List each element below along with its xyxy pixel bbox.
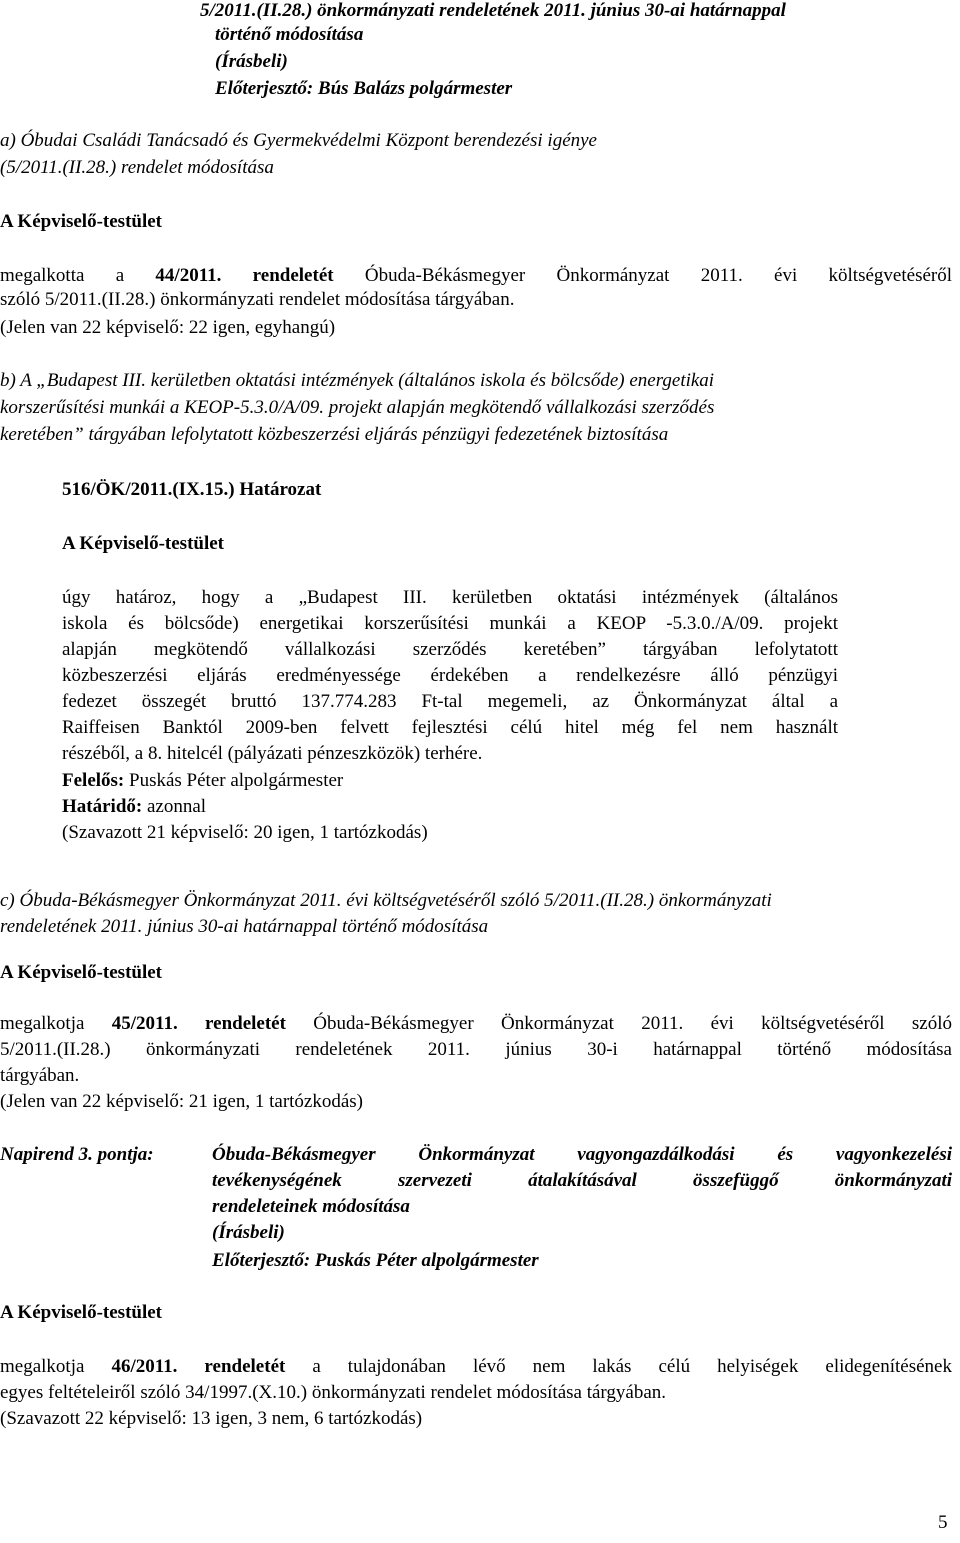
agenda3-written: (Írásbeli) [212, 1222, 285, 1243]
item-b-paragraph-line1: úgy határoz, hogy a „Budapest III. kerületben oktatási intézmények (általános [62, 587, 838, 608]
item-b-title-line2: korszerűsítési munkái a KEOP-5.3.0/A/09. projekt alapján megkötendő vállalkozási szerződés [0, 397, 715, 418]
item-b-responsible: Felelős: Puskás Péter alpolgármester [62, 770, 344, 791]
item-b-resolution-number: 516/ÖK/2011.(IX.15.) Határozat [62, 479, 322, 500]
item-b-paragraph-line5: fedezet összegét bruttó 137.774.283 Ft-tal megemeli, az Önkormányzat által a [62, 691, 838, 712]
page-number: 5 [938, 1512, 948, 1533]
agenda3-vote: (Szavazott 22 képviselő: 13 igen, 3 nem, 6 tartózkodás) [0, 1408, 423, 1429]
header-title-line1: 5/2011.(II.28.) önkormányzati rendeletének 2011. június 30-ai határnappal [200, 0, 786, 21]
item-b-paragraph-line4: közbeszerzési eljárás eredményessége érdekében a rendelkezésre álló pénzügyi [62, 665, 838, 686]
agenda3-title-line1: Óbuda-Békásmegyer Önkormányzat vagyongazdálkodási és vagyonkezelési [212, 1144, 952, 1165]
item-c-decision-line2: 5/2011.(II.28.) önkormányzati rendeletének 2011. június 30-i határnappal történő módosítása [0, 1039, 952, 1060]
item-b-deadline: Határidő: azonnal [62, 796, 207, 817]
header-written: (Írásbeli) [215, 51, 288, 72]
agenda3-presenter: Előterjesztő: Puskás Péter alpolgármester [212, 1250, 539, 1271]
item-b-title-line3: keretében” tárgyában lefolytatott közbeszerzési eljárás pénzügyi fedezetének biztosítása [0, 424, 669, 445]
item-c-decision-line3: tárgyában. [0, 1065, 80, 1086]
item-a-decision-line1: megalkotta a 44/2011. rendeletét Óbuda-Békásmegyer Önkormányzat 2011. évi költségvetéséről [0, 265, 952, 286]
item-c-decision-line1: megalkotja 45/2011. rendeletét Óbuda-Békásmegyer Önkormányzat 2011. évi költségvetéséről szóló [0, 1013, 953, 1034]
item-c-title-line2: rendeletének 2011. június 30-ai határnappal történő módosítása [0, 916, 489, 937]
header-title-line2: történő módosítása [215, 24, 364, 45]
item-b-vote: (Szavazott 21 képviselő: 20 igen, 1 tartózkodás) [62, 822, 428, 843]
item-b-title-line1: b) A „Budapest III. kerületben oktatási intézmények (általános iskola és bölcsőde) energetikai [0, 370, 715, 391]
item-b-paragraph-line7: részéből, a 8. hitelcél (pályázati pénzeszközök) terhére. [62, 743, 483, 764]
item-c-title-line1: c) Óbuda-Békásmegyer Önkormányzat 2011. évi költségvetéséről szóló 5/2011.(II.28.) önkormányzati [0, 890, 772, 911]
item-b-body-heading: A Képviselő-testület [62, 533, 225, 554]
item-c-vote: (Jelen van 22 képviselő: 21 igen, 1 tartózkodás) [0, 1091, 364, 1112]
agenda3-body-heading: A Képviselő-testület [0, 1302, 163, 1323]
agenda3-label: Napirend 3. pontja: [0, 1144, 154, 1165]
agenda3-title-line3: rendeleteinek módosítása [212, 1196, 410, 1217]
header-presenter: Előterjesztő: Bús Balázs polgármester [215, 78, 513, 99]
item-a-title-line2: (5/2011.(II.28.) rendelet módosítása [0, 157, 274, 178]
agenda3-decision-line1: megalkotja 46/2011. rendeletét a tulajdonában lévő nem lakás célú helyiségek elidegenítésének [0, 1356, 952, 1377]
item-b-paragraph-line3: alapján megkötendő vállalkozási szerződés keretében” tárgyában lefolytatott [62, 639, 838, 660]
item-a-title-line1: a) Óbudai Családi Tanácsadó és Gyermekvédelmi Központ berendezési igénye [0, 130, 597, 151]
item-a-vote: (Jelen van 22 képviselő: 22 igen, egyhangú) [0, 317, 336, 338]
agenda3-title-line2: tevékenységének szervezeti átalakításával összefüggő önkormányzati [212, 1170, 952, 1191]
item-b-paragraph-line6: Raiffeisen Banktól 2009-ben felvett fejlesztési célú hitel még fel nem használt [62, 717, 838, 738]
agenda3-decision-line2: egyes feltételeiről szóló 34/1997.(X.10.) önkormányzati rendelet módosítása tárgyában. [0, 1382, 667, 1403]
item-a-body-heading: A Képviselő-testület [0, 211, 163, 232]
item-a-decision-line2: szóló 5/2011.(II.28.) önkormányzati rendelet módosítása tárgyában. [0, 289, 515, 310]
item-b-paragraph-line2: iskola és bölcsőde) energetikai korszerűsítési munkái a KEOP -5.3.0./A/09. projekt [62, 613, 838, 634]
item-c-body-heading: A Képviselő-testület [0, 962, 163, 983]
